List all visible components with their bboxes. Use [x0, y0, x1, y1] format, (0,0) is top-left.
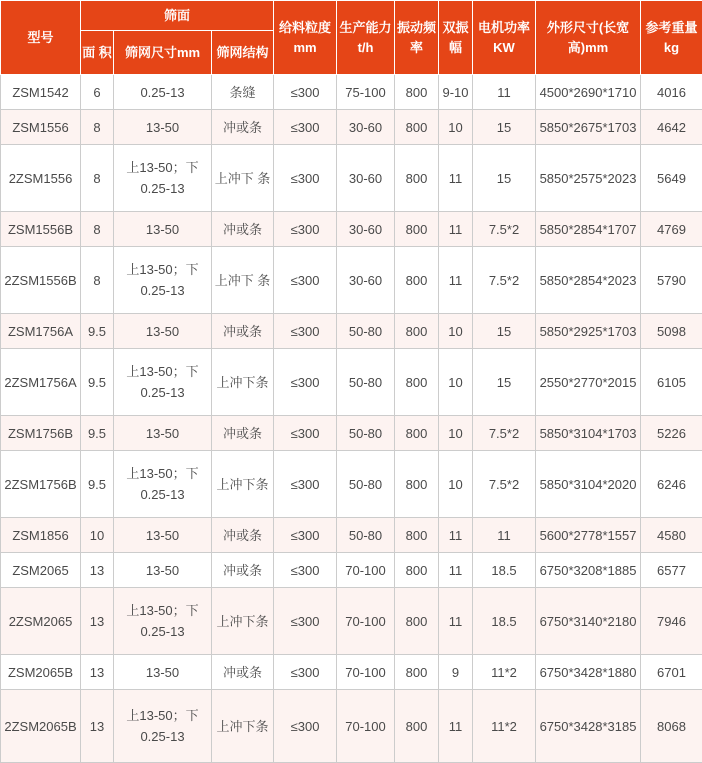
table-cell: ≤300 [274, 655, 337, 690]
table-cell: 上13-50；下 0.25-13 [114, 247, 212, 314]
table-cell: 2ZSM1756B [1, 451, 81, 518]
table-cell: 13-50 [114, 518, 212, 553]
table-cell: ZSM1856 [1, 518, 81, 553]
table-cell: 9.5 [81, 416, 114, 451]
table-row [1, 588, 702, 655]
table-cell: 50-80 [337, 451, 395, 518]
table-cell: 5600*2778*1557 [536, 518, 641, 553]
table-cell: 8 [81, 247, 114, 314]
table-cell: 7.5*2 [473, 451, 536, 518]
table-cell: 11 [439, 145, 473, 212]
table-cell: 9.5 [81, 451, 114, 518]
table-cell: ≤300 [274, 690, 337, 763]
table-row [1, 314, 702, 349]
table-cell: ZSM2065B [1, 655, 81, 690]
table-cell: 13 [81, 553, 114, 588]
table-cell: 6750*3208*1885 [536, 553, 641, 588]
table-cell: 4580 [641, 518, 702, 553]
table-cell: 冲或条 [212, 110, 274, 145]
table-row [1, 416, 702, 451]
table-cell: 上冲下条 [212, 349, 274, 416]
col-header-vibration-frequency: 振动频率 [395, 1, 439, 75]
table-cell: 5850*2925*1703 [536, 314, 641, 349]
table-row [1, 655, 702, 690]
table-cell: 800 [395, 247, 439, 314]
table-cell: 15 [473, 110, 536, 145]
table-cell: 70-100 [337, 690, 395, 763]
table-cell: ≤300 [274, 110, 337, 145]
table-cell: 50-80 [337, 416, 395, 451]
table-cell: 2ZSM1756A [1, 349, 81, 416]
table-cell: 6105 [641, 349, 702, 416]
table-cell: 2ZSM2065B [1, 690, 81, 763]
table-cell: 11*2 [473, 690, 536, 763]
table-cell: 50-80 [337, 314, 395, 349]
table-cell: 4769 [641, 212, 702, 247]
table-cell: 13 [81, 655, 114, 690]
table-cell: 75-100 [337, 75, 395, 110]
table-cell: 2ZSM1556B [1, 247, 81, 314]
table-cell: ≤300 [274, 349, 337, 416]
table-cell: 11 [439, 247, 473, 314]
table-cell: 上13-50；下 0.25-13 [114, 690, 212, 763]
table-cell: 9-10 [439, 75, 473, 110]
table-cell: 30-60 [337, 145, 395, 212]
table-cell: 800 [395, 655, 439, 690]
table-cell: 上冲下 条 [212, 145, 274, 212]
table-cell: 5226 [641, 416, 702, 451]
table-cell: 800 [395, 110, 439, 145]
col-header-double-amplitude: 双振幅 [439, 1, 473, 75]
table-row [1, 451, 702, 518]
table-cell: 10 [439, 349, 473, 416]
table-cell: 70-100 [337, 655, 395, 690]
table-body [1, 75, 702, 763]
table-cell: 800 [395, 145, 439, 212]
table-cell: ≤300 [274, 416, 337, 451]
table-cell: 5098 [641, 314, 702, 349]
col-header-weight: 参考重量 kg [641, 1, 702, 75]
col-header-dimensions: 外形尺寸(长宽 高)mm [536, 1, 641, 75]
table-cell: 5850*2675*1703 [536, 110, 641, 145]
table-cell: 800 [395, 75, 439, 110]
table-row [1, 75, 702, 110]
table-cell: 5850*2575*2023 [536, 145, 641, 212]
table-cell: 上13-50；下 0.25-13 [114, 451, 212, 518]
table-cell: 6246 [641, 451, 702, 518]
table-cell: ≤300 [274, 314, 337, 349]
table-header [1, 1, 702, 75]
table-cell: 冲或条 [212, 553, 274, 588]
table-cell: 15 [473, 314, 536, 349]
table-cell: 7.5*2 [473, 212, 536, 247]
table-cell: ZSM1756B [1, 416, 81, 451]
table-cell: 条缝 [212, 75, 274, 110]
col-header-mesh-size: 筛网尺寸mm [114, 31, 212, 75]
table-cell: 50-80 [337, 518, 395, 553]
table-cell: 800 [395, 553, 439, 588]
table-cell: 11 [473, 75, 536, 110]
table-cell: 4016 [641, 75, 702, 110]
table-cell: 10 [81, 518, 114, 553]
table-cell: 2ZSM2065 [1, 588, 81, 655]
table-cell: 11 [439, 553, 473, 588]
table-cell: 13-50 [114, 212, 212, 247]
table-row [1, 247, 702, 314]
table-cell: 70-100 [337, 588, 395, 655]
table-cell: ≤300 [274, 145, 337, 212]
table-cell: 800 [395, 416, 439, 451]
table-cell: 6577 [641, 553, 702, 588]
table-row [1, 690, 702, 763]
table-cell: 冲或条 [212, 655, 274, 690]
table-cell: 2550*2770*2015 [536, 349, 641, 416]
table-cell: 30-60 [337, 212, 395, 247]
table-cell: 6750*3140*2180 [536, 588, 641, 655]
table-cell: 上13-50；下 0.25-13 [114, 588, 212, 655]
table-cell: ZSM1556B [1, 212, 81, 247]
table-cell: 11 [439, 212, 473, 247]
table-cell: 50-80 [337, 349, 395, 416]
table-cell: 7.5*2 [473, 247, 536, 314]
table-cell: 9.5 [81, 349, 114, 416]
table-cell: 13-50 [114, 553, 212, 588]
table-cell: 13 [81, 690, 114, 763]
table-cell: 8 [81, 145, 114, 212]
table-cell: 13-50 [114, 314, 212, 349]
table-cell: ZSM1756A [1, 314, 81, 349]
table-cell: 70-100 [337, 553, 395, 588]
table-cell: 11 [439, 690, 473, 763]
table-row [1, 110, 702, 145]
table-cell: ≤300 [274, 588, 337, 655]
table-row [1, 212, 702, 247]
table-cell: 11 [439, 588, 473, 655]
table-cell: ≤300 [274, 212, 337, 247]
table-cell: 6701 [641, 655, 702, 690]
table-cell: 8 [81, 212, 114, 247]
table-cell: 800 [395, 349, 439, 416]
table-cell: ≤300 [274, 451, 337, 518]
table-cell: 6 [81, 75, 114, 110]
table-cell: 10 [439, 451, 473, 518]
table-cell: 15 [473, 349, 536, 416]
table-cell: 上冲下条 [212, 451, 274, 518]
table-cell: 6750*3428*1880 [536, 655, 641, 690]
table-cell: 0.25-13 [114, 75, 212, 110]
table-cell: 5850*3104*2020 [536, 451, 641, 518]
table-cell: 冲或条 [212, 416, 274, 451]
table-cell: ≤300 [274, 247, 337, 314]
table-cell: 6750*3428*3185 [536, 690, 641, 763]
table-cell: ZSM1556 [1, 110, 81, 145]
table-cell: 11 [473, 518, 536, 553]
table-cell: 30-60 [337, 247, 395, 314]
table-cell: 15 [473, 145, 536, 212]
table-cell: 10 [439, 314, 473, 349]
table-cell: 800 [395, 588, 439, 655]
col-header-feed-size: 给料粒度 mm [274, 1, 337, 75]
table-cell: ZSM1542 [1, 75, 81, 110]
table-cell: 30-60 [337, 110, 395, 145]
table-cell: 4642 [641, 110, 702, 145]
table-cell: 上13-50；下 0.25-13 [114, 145, 212, 212]
table-cell: 18.5 [473, 588, 536, 655]
table-cell: ZSM2065 [1, 553, 81, 588]
table-cell: 4500*2690*1710 [536, 75, 641, 110]
table-cell: 9.5 [81, 314, 114, 349]
table-cell: 冲或条 [212, 314, 274, 349]
table-cell: 9 [439, 655, 473, 690]
table-cell: 13 [81, 588, 114, 655]
table-cell: 上冲下条 [212, 690, 274, 763]
table-row [1, 145, 702, 212]
table-cell: 8 [81, 110, 114, 145]
col-header-capacity: 生产能力 t/h [337, 1, 395, 75]
table-cell: 11*2 [473, 655, 536, 690]
table-cell: 5790 [641, 247, 702, 314]
table-cell: 800 [395, 451, 439, 518]
table-cell: 10 [439, 110, 473, 145]
table-cell: 13-50 [114, 110, 212, 145]
table-cell: 18.5 [473, 553, 536, 588]
table-cell: 800 [395, 518, 439, 553]
table-cell: 2ZSM1556 [1, 145, 81, 212]
table-row [1, 349, 702, 416]
table-cell: 7946 [641, 588, 702, 655]
table-cell: ≤300 [274, 553, 337, 588]
table-cell: 10 [439, 416, 473, 451]
table-cell: 上13-50；下 0.25-13 [114, 349, 212, 416]
table-cell: 800 [395, 690, 439, 763]
table-cell: 5850*2854*1707 [536, 212, 641, 247]
col-header-area: 面 积 [81, 31, 114, 75]
table-cell: 13-50 [114, 416, 212, 451]
table-cell: 5850*2854*2023 [536, 247, 641, 314]
table-row [1, 518, 702, 553]
col-header-model: 型号 [1, 1, 81, 75]
table-cell: 5649 [641, 145, 702, 212]
table-row [1, 553, 702, 588]
table-cell: 上冲下 条 [212, 247, 274, 314]
table-cell: 5850*3104*1703 [536, 416, 641, 451]
table-cell: 13-50 [114, 655, 212, 690]
table-cell: 冲或条 [212, 518, 274, 553]
table-cell: 8068 [641, 690, 702, 763]
col-header-screen-surface: 筛面 [81, 1, 274, 31]
table-cell: ≤300 [274, 518, 337, 553]
col-header-motor-power: 电机功率 KW [473, 1, 536, 75]
table-cell: ≤300 [274, 75, 337, 110]
col-header-mesh-structure: 筛网结构 [212, 31, 274, 75]
table-cell: 800 [395, 314, 439, 349]
table-cell: 7.5*2 [473, 416, 536, 451]
table-cell: 11 [439, 518, 473, 553]
table-cell: 800 [395, 212, 439, 247]
table-cell: 冲或条 [212, 212, 274, 247]
table-cell: 上冲下条 [212, 588, 274, 655]
